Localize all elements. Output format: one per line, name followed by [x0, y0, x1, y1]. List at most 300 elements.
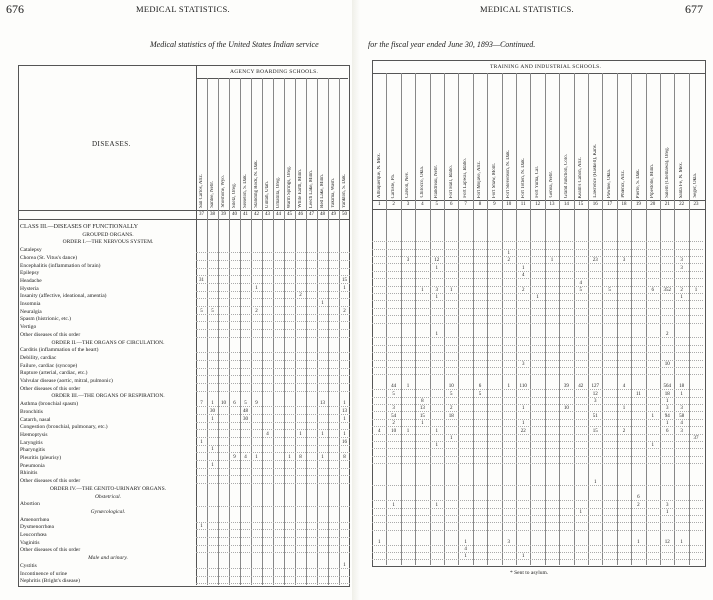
- left-subtitle: Medical statistics of the United States Indian service: [150, 40, 319, 49]
- right-table-cell: 3: [665, 502, 669, 508]
- disease-row-label: Headache: [20, 277, 42, 284]
- row-leader: [196, 545, 350, 546]
- right-table-cell: 127: [591, 384, 599, 390]
- row-leader: [372, 530, 703, 531]
- right-column-number: 17: [607, 202, 613, 207]
- right-table-cell: 1: [651, 413, 655, 419]
- disease-row-label: Spasm (histrionic, etc.): [20, 316, 72, 323]
- right-column-number: 7: [464, 202, 467, 207]
- right-column-name: Genoa, Nebr.: [549, 171, 555, 198]
- left-table-cell: 30: [243, 416, 248, 422]
- disease-row-label: Bronchitis: [20, 408, 43, 415]
- left-column-name: Umatilla, Oreg.: [276, 176, 281, 208]
- row-leader: [196, 529, 350, 530]
- left-column-number: 37: [199, 212, 204, 217]
- disease-row-label: ORDER I.—THE NERVOUS SYSTEM.: [62, 239, 154, 246]
- right-column-number: 16: [592, 202, 598, 207]
- right-table-cell: 1: [377, 539, 381, 545]
- right-table-cell: 5: [478, 391, 482, 397]
- right-column-number: 11: [520, 202, 526, 207]
- right-table-cell: 1: [680, 295, 683, 301]
- right-table-cell: 1: [421, 421, 424, 427]
- right-table-cell: 10: [448, 384, 454, 390]
- left-table-cell: 1: [255, 455, 258, 460]
- disease-row-label: Hæmoptysis: [20, 431, 48, 438]
- disease-row-label: Catarrh, nasal: [20, 416, 51, 423]
- row-leader: [372, 315, 703, 316]
- row-leader: [372, 360, 703, 361]
- right-table-cell: 3: [680, 406, 683, 412]
- right-table-cell: 1: [521, 421, 525, 427]
- left-table-cell: 8: [299, 455, 302, 460]
- right-running-head: MEDICAL STATISTICS.: [480, 4, 574, 14]
- right-column-name: Fort Hall, Idaho.: [448, 164, 454, 198]
- row-leader: [372, 545, 703, 546]
- left-group-header: AGENCY BOARDING SCHOOLS.: [230, 69, 319, 75]
- left-column-number: 39: [221, 212, 226, 217]
- right-table-cell: 2: [521, 288, 525, 293]
- row-leader: [196, 552, 350, 553]
- row-leader: [196, 468, 350, 469]
- row-leader: [372, 397, 703, 398]
- right-table-cell: 1: [464, 554, 467, 560]
- row-leader: [372, 256, 703, 257]
- left-column-name: Yakima, Wash.: [331, 178, 336, 208]
- right-column-name: Pipestone, Minn.: [650, 163, 656, 198]
- left-column-number: 42: [254, 212, 259, 217]
- right-table-cell: 12: [664, 539, 670, 545]
- row-leader: [372, 374, 703, 375]
- row-leader: [196, 568, 350, 569]
- right-subtitle: for the fiscal year ended June 30, 1893—Continued.: [368, 40, 536, 49]
- row-leader: [196, 252, 350, 253]
- row-leader: [196, 522, 350, 523]
- book-gutter: [352, 0, 360, 600]
- left-table-cell: 6: [233, 401, 236, 407]
- row-leader: [196, 260, 350, 261]
- right-table-cell: 1: [651, 443, 655, 449]
- row-leader: [196, 391, 350, 392]
- right-table-cell: 15: [419, 413, 425, 419]
- right-column-name: Fort Totten, N. Dak.: [520, 157, 526, 198]
- disease-row-label: Cystitis: [20, 562, 37, 569]
- right-table-cell: 18: [448, 413, 454, 419]
- right-table-cell: 2: [680, 288, 683, 293]
- right-column-number: 21: [664, 202, 670, 207]
- row-leader: [372, 278, 703, 279]
- row-leader: [372, 286, 703, 287]
- right-column-name: Phœnix, Ariz.: [621, 170, 627, 198]
- row-leader: [196, 375, 350, 376]
- left-table-cell: 15: [342, 277, 347, 283]
- row-leader: [196, 583, 350, 584]
- right-table-cell: 1: [665, 421, 669, 427]
- right-column-name: Fort Lapwai, Idaho.: [463, 158, 469, 198]
- right-table-cell: 3: [435, 288, 439, 293]
- row-leader: [196, 475, 350, 476]
- disease-row-label: Failure, cardiac (syncope): [20, 362, 78, 369]
- left-running-head: MEDICAL STATISTICS.: [136, 4, 230, 14]
- right-table-cell: 51: [592, 413, 598, 419]
- disease-row-label: Hysteria: [20, 285, 39, 292]
- left-table-cell: 5: [244, 401, 247, 407]
- disease-row-label: Insomnia: [20, 301, 41, 307]
- right-table-cell: 3: [680, 428, 683, 434]
- right-table-cell: 1: [435, 295, 439, 301]
- left-table-cell: 1: [200, 524, 203, 530]
- left-column-number: 43: [265, 212, 270, 217]
- right-table-cell: 1: [579, 510, 583, 515]
- disease-row-label: Pleuritis (pleurisy): [20, 455, 62, 461]
- right-column-number: 6: [449, 202, 453, 207]
- disease-row-label: Pneumonia: [20, 462, 45, 469]
- right-column-name: Fort Yuma, Cal.: [535, 166, 541, 198]
- right-column-name: Chilocco, Okla.: [419, 166, 425, 198]
- left-column-name: Santee, Nebr.: [210, 181, 215, 208]
- left-page-number: 676: [6, 2, 24, 16]
- right-table-cell: 12: [592, 391, 598, 397]
- left-column-name: Shoshone, Wyo.: [221, 175, 226, 208]
- right-column-name: Flandreau, Nebr.: [434, 164, 440, 198]
- right-table-cell: 1: [435, 265, 439, 271]
- disease-row-label: Neuralgia: [20, 308, 42, 315]
- row-leader: [196, 275, 350, 276]
- left-table-cell: 1: [321, 301, 324, 306]
- right-table-cell: 3: [622, 258, 626, 264]
- left-table-cell: 10: [221, 401, 226, 407]
- right-table-cell: 1: [550, 258, 554, 264]
- right-table-cell: 1: [521, 265, 525, 271]
- right-column-name: Pierre, S. Dak.: [635, 168, 641, 198]
- left-table-cell: 1: [343, 416, 346, 422]
- left-column-number: 38: [210, 212, 215, 217]
- left-table-cell: 1: [211, 401, 214, 407]
- right-column-number: 15: [578, 202, 584, 207]
- disease-row-label: Abortion: [20, 501, 40, 508]
- right-column-number: 10: [506, 202, 512, 207]
- right-table-cell: 2: [665, 332, 669, 338]
- row-leader: [372, 345, 703, 346]
- row-leader: [196, 537, 350, 538]
- left-table-cell: 9: [255, 401, 258, 407]
- left-column-name: White Earth, Minn.: [298, 169, 303, 208]
- right-table-cell: 1: [464, 539, 467, 545]
- disease-row-label: Vertigo: [20, 324, 37, 331]
- left-table-cell: 30: [210, 408, 215, 414]
- disease-row-label: Other diseases of this order: [20, 331, 81, 338]
- right-table-cell: 1: [406, 428, 410, 434]
- left-table-cell: 1: [200, 439, 203, 445]
- right-column-number: 5: [435, 202, 439, 207]
- row-leader: [372, 559, 703, 560]
- right-column-name: Pawnee, Okla.: [607, 168, 613, 198]
- disease-row-label: Epilepsy: [20, 270, 40, 277]
- row-leader: [196, 360, 350, 361]
- row-leader: [196, 291, 350, 292]
- left-table-cell: 1: [343, 401, 346, 407]
- left-table-cell: 2: [343, 308, 346, 314]
- right-table-cell: 10: [563, 406, 569, 412]
- right-table-cell: 1: [392, 502, 395, 508]
- right-table-cell: 8: [421, 399, 424, 404]
- right-table-cell: 1: [637, 539, 640, 545]
- right-table-cell: 54: [391, 413, 397, 419]
- right-table-cell: 1: [507, 384, 511, 390]
- right-table-cell: 10: [664, 362, 670, 367]
- disease-row-label: Other diseases of this order: [20, 385, 81, 392]
- right-table-cell: 1: [593, 480, 597, 486]
- disease-row-label: ORDER IV.—THE GENITO-URINARY ORGANS.: [49, 485, 167, 492]
- right-page: [360, 0, 713, 600]
- right-column-number: 3: [406, 202, 410, 207]
- disease-row-label: Other diseases of this order: [20, 547, 81, 554]
- left-table-cell: 1: [299, 431, 302, 437]
- left-table-cell: 2: [255, 308, 258, 314]
- disease-row-label: Congestion (bronchial, pulmonary, etc.): [20, 424, 108, 431]
- right-table-cell: 110: [519, 384, 527, 390]
- row-leader: [196, 452, 350, 453]
- disease-row-label: ORDER III.—THE ORGANS OF RESPIRATION.: [51, 393, 165, 400]
- right-table-cell: 4: [521, 273, 525, 279]
- left-table-cell: 1: [288, 455, 291, 460]
- right-page-number: 677: [685, 2, 703, 16]
- disease-row-label: Incontinence of urine: [20, 570, 68, 577]
- row-leader: [196, 298, 350, 299]
- right-table-cell: 1: [622, 406, 626, 412]
- right-column-name: Salem (Chemawa), Oreg.: [664, 147, 670, 198]
- row-leader: [372, 249, 703, 250]
- right-column-name: Grand Junction, Colo.: [563, 153, 569, 198]
- right-column-name: Albuquerque, N. Mex.: [376, 152, 382, 198]
- right-column-name: Fort Shaw, Mont.: [491, 163, 497, 198]
- right-column-number: 8: [478, 202, 482, 207]
- right-table-cell: 42: [578, 384, 584, 390]
- right-table-cell: 3: [680, 258, 683, 264]
- left-table-cell: 1: [321, 431, 324, 437]
- right-table-cell: 13: [419, 406, 425, 412]
- disease-row-label: Chorea (St. Vitus's dance): [20, 254, 78, 261]
- right-table-cell: 2: [507, 258, 511, 264]
- right-column-number: 9: [493, 202, 496, 207]
- right-column-number: 12: [535, 202, 541, 207]
- left-page: [0, 0, 352, 600]
- disease-row-label: Other diseases of this order: [20, 478, 81, 485]
- right-table-cell: 4: [464, 547, 467, 552]
- right-table-cell: 1: [406, 384, 410, 390]
- right-table-cell: 2: [392, 421, 395, 427]
- right-table-cell: 1: [694, 288, 698, 293]
- row-leader: [196, 268, 350, 269]
- left-column-number: 44: [276, 212, 281, 217]
- right-column-name: Lawrence (Haskell), Kans.: [592, 144, 598, 198]
- right-table-cell: 3: [665, 406, 669, 412]
- left-column-name: Uintah, Utah.: [265, 180, 270, 208]
- right-column-number: 22: [679, 202, 685, 207]
- left-table-cell: 31: [199, 277, 204, 283]
- left-table-cell: 8: [343, 455, 346, 460]
- right-table-cell: 4: [680, 421, 683, 427]
- right-table-cell: 94: [664, 413, 670, 419]
- right-table-cell: 1: [435, 502, 439, 508]
- left-table-cell: 1: [211, 462, 214, 468]
- left-column-name: Yankton, S. Dak.: [342, 173, 347, 208]
- row-leader: [196, 314, 350, 315]
- left-column-number: 49: [331, 212, 336, 217]
- row-leader: [196, 329, 350, 330]
- right-table-cell: 1: [665, 510, 669, 515]
- right-table-cell: 3: [680, 265, 683, 271]
- left-table-cell: 4: [266, 431, 269, 437]
- row-leader: [372, 241, 703, 242]
- left-column-name: Standing Rock, N. Dak.: [254, 160, 259, 208]
- right-table-cell: 1: [507, 251, 511, 256]
- right-table-cell: 44: [391, 384, 397, 390]
- right-table-cell: 1: [435, 428, 439, 434]
- disease-row-label: Leucorrhœa: [20, 532, 47, 538]
- right-table-cell: 2: [622, 428, 626, 434]
- disease-row-label: Male and urinary.: [88, 555, 128, 562]
- right-table-cell: 5: [449, 391, 453, 397]
- right-table-cell: 1: [521, 406, 525, 412]
- right-column-name: Santa Fe, N. Mex.: [679, 161, 685, 198]
- left-column-number: 41: [243, 212, 248, 217]
- left-column-name: Siletz, Oreg.: [232, 182, 237, 208]
- disease-row-label: CLASS III.—DISEASES OF FUNCTIONALLY: [20, 224, 139, 230]
- left-column-number: 47: [309, 212, 314, 217]
- row-leader: [196, 506, 350, 507]
- right-table-cell: 4: [622, 384, 626, 390]
- row-leader: [196, 368, 350, 369]
- left-table-cell: 13: [342, 408, 347, 414]
- disease-row-label: ORDER II.—THE ORGANS OF CIRCULATION.: [51, 339, 165, 346]
- row-leader: [372, 508, 703, 509]
- disease-row-label: Vaginitis: [20, 539, 40, 546]
- left-table-cell: 1: [343, 285, 346, 291]
- right-table-cell: 1: [435, 332, 439, 338]
- right-table-cell: 11: [635, 391, 641, 397]
- left-table-cell: 1: [255, 285, 258, 291]
- row-leader: [372, 337, 703, 338]
- row-leader: [372, 441, 703, 442]
- right-table-cell: 39: [563, 384, 569, 390]
- disease-row-label: Pharyngitis: [20, 447, 46, 454]
- left-table-cell: 1: [211, 416, 214, 422]
- disease-row-label: Rupture (arterial, cardiac, etc.): [20, 370, 88, 377]
- disease-row-label: Valvular disease (aortic, mitral, pulmonic): [20, 378, 113, 384]
- row-leader: [372, 456, 703, 457]
- right-column-number: 13: [549, 202, 555, 207]
- right-table-cell: 22: [520, 428, 526, 434]
- left-table-cell: 5: [200, 308, 203, 314]
- left-table-cell: 1: [343, 562, 346, 568]
- right-table-cell: 1: [421, 288, 424, 293]
- row-leader: [196, 576, 350, 577]
- left-column-number: 48: [320, 212, 325, 217]
- row-leader: [372, 500, 703, 501]
- right-table-cell: 2: [637, 502, 640, 508]
- right-column-name: Seger, Okla.: [693, 173, 699, 198]
- right-group-header: TRAINING AND INDUSTRIAL SCHOOLS.: [490, 64, 602, 70]
- disease-row-label: Encephalitis (inflammation of brain): [20, 262, 101, 269]
- row-leader: [196, 414, 350, 415]
- row-leader: [196, 422, 350, 423]
- right-column-number: 20: [650, 202, 656, 207]
- right-column-number: 4: [421, 202, 424, 207]
- row-leader: [196, 483, 350, 484]
- right-table-cell: 3: [507, 539, 511, 545]
- right-table-cell: 6: [665, 428, 669, 434]
- right-table-cell: 1: [665, 399, 669, 404]
- right-table-cell: 37: [693, 436, 699, 441]
- right-table-cell: 1: [435, 443, 439, 449]
- left-column-number: 45: [287, 212, 292, 217]
- row-leader: [196, 337, 350, 338]
- left-column-number: 50: [342, 212, 347, 217]
- right-column-name: Fort Stevenson, N. Dak.: [506, 149, 512, 198]
- right-table-cell: 352: [663, 288, 671, 293]
- left-table-cell: 4: [244, 455, 247, 460]
- row-leader: [372, 515, 703, 516]
- row-leader: [372, 434, 703, 435]
- disease-row-label: Rhinitis: [20, 470, 38, 477]
- right-column-name: Fort Mojave, Ariz.: [477, 160, 483, 198]
- left-column-name: Leech Lake, Minn.: [309, 169, 314, 208]
- row-leader: [196, 383, 350, 384]
- right-table-cell: 10: [391, 428, 397, 434]
- row-leader: [196, 283, 350, 284]
- right-table-cell: 23: [592, 258, 598, 264]
- left-table-cell: 5: [211, 308, 214, 314]
- row-leader: [372, 463, 703, 464]
- row-leader: [196, 445, 350, 446]
- right-table-cell: 3: [593, 399, 597, 404]
- right-column-number: 14: [563, 202, 569, 207]
- disease-row-label: Catalepsy: [20, 247, 42, 254]
- right-table-cell: 6: [651, 288, 655, 293]
- right-table-cell: 4: [377, 428, 381, 434]
- disease-row-label: Laryngitis: [20, 439, 43, 446]
- row-leader: [372, 308, 703, 309]
- left-table-cell: 1: [211, 447, 214, 453]
- right-table-cell: 15: [592, 428, 598, 434]
- left-column-number: 46: [298, 212, 303, 217]
- right-table-cell: 3: [392, 406, 395, 412]
- disease-row-label: Nephritis (Bright's disease): [20, 578, 80, 585]
- disease-row-label: Dysmenorrhœa: [20, 524, 54, 531]
- row-leader: [372, 271, 703, 272]
- left-column-name: San Carlos, Ariz.: [199, 173, 204, 208]
- left-column-name: Red Lake, Minn.: [320, 174, 325, 208]
- disease-row-label: Obstetrical.: [94, 493, 122, 500]
- disease-row-label: Insanity (affective, ideational, amentia): [20, 293, 107, 300]
- row-leader: [372, 522, 703, 523]
- right-table-cell: 2: [449, 406, 453, 412]
- disease-row-label: Carditis (inflammation of the heart): [20, 347, 99, 354]
- left-table-cell: 13: [320, 401, 325, 407]
- row-leader: [196, 321, 350, 322]
- left-column-number: 40: [232, 212, 237, 217]
- right-column-name: Keam's Cañon, Ariz.: [578, 156, 584, 198]
- right-table-cell: 6: [478, 384, 482, 390]
- row-leader: [372, 352, 703, 353]
- row-leader: [372, 552, 703, 553]
- right-table-cell: 5: [579, 288, 583, 293]
- right-table-cell: 12: [434, 258, 440, 264]
- row-leader: [372, 389, 703, 390]
- row-leader: [372, 263, 703, 264]
- left-table-cell: 48: [243, 408, 248, 414]
- right-table-cell: 1: [680, 391, 683, 397]
